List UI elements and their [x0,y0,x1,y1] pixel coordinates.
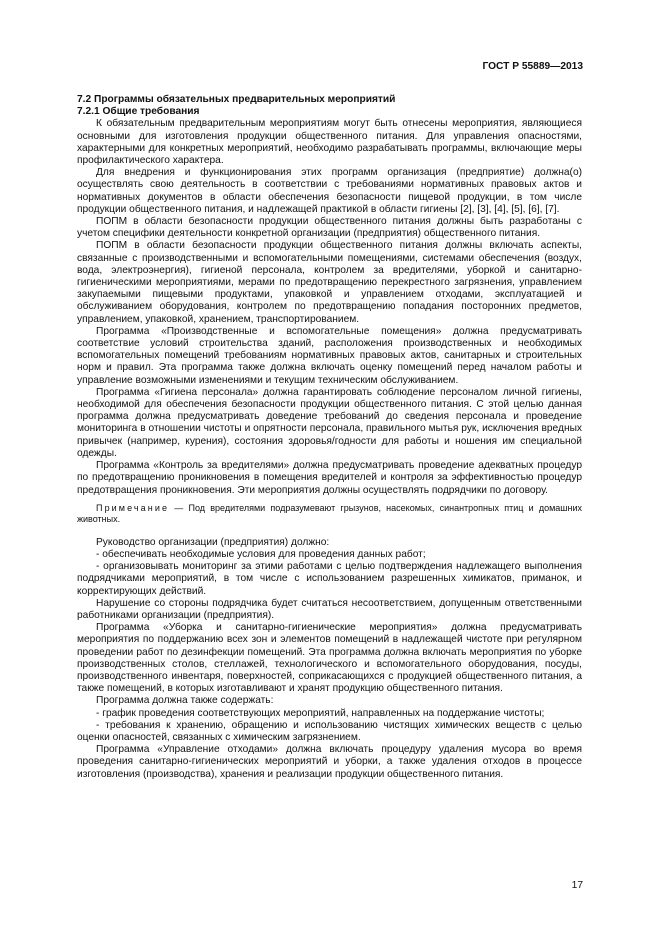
standard-header: ГОСТ Р 55889—2013 [482,61,583,72]
paragraph: Программа должна также содержать: [96,695,274,707]
paragraph: Программа «Контроль за вредителями» должна предусматривать проведение адекватных процедур по предотвращению проникновения в помещения вредителей и контроля за эффективностью процедур предотвращения проникновения. Эти мероприятия должны осуществлять подрядчики по договору. [77,460,582,496]
list-item: - обеспечивать необходимые условия для проведения данных работ; [96,548,426,560]
paragraph: Программа «Производственные и вспомогательные помещения» должна предусматривать соответствие условий строительства зданий, расположения производственных и необходимых вспомогательных помещений требованиям нормативных правовых актов, санитарных и строительных норм и правил. Эта программа также должна включать оценку помещений перед началом работы и управление возможными изменениями и текущим техническим обслуживанием. [77,325,582,386]
section-heading: 7.2 Программы обязательных предварительных мероприятий [77,94,396,105]
note-label: Примечание [96,502,170,513]
paragraph: Программа «Уборка и санитарно-гигиенические мероприятия» должна предусматривать мероприятия по поддержанию всех зон и элементов помещений в надлежащей чистоте при регулярном проведении работ по дезинфекции помещений. Эта программа должна включать мероприятия по уборке производственных столов, стеллажей, технологического и вспомогательного оборудования, посуды, производственного инвентаря, поверхностей, соприкасающихся с продукцией общественного питания, а также помещений, в которых изготавливают и хранят продукцию общественного питания. [77,622,582,695]
document-body [77,94,582,781]
paragraph: ПОПМ в области безопасности продукции общественного питания должны включать аспекты, связанные с производственными и вспомогательными помещениями, системами обеспечения (воздух, вода, электроэнергия), гигиеной персонала, контролем за вредителями, уборкой и санитарно-гигиеническими мероприятиями, мерами по предотвращению перекрестного загрязнения, управлением закупаемыми пищевыми продуктами, упаковкой и управлением отходами, эксплуатацией и обслуживанием оборудования, контролем по предотвращению попадания посторонних предметов, управлением, упаковкой, хранением, транспортированием. [77,240,582,325]
subsection-heading: 7.2.1 Общие требования [77,106,200,118]
paragraph: Программа «Управление отходами» должна включать процедуру удаления мусора во время проведения санитарно-гигиенических мероприятий и уборки, а также удаления отходов в процессе изготовления (производства), хранения и реализации продукции общественного питания. [77,744,582,780]
paragraph: Программа «Гигиена персонала» должна гарантировать соблюдение персоналом личной гигиены, необходимой для обеспечения безопасности продукции общественного питания. С этой целью данная программа должна предусматривать доведение требований до сведения персонала и проведение мониторинга в отношении чистоты и опрятности персонала, правильного мытья рук, исключения вредных привычек (например, курения), состояния здоровья/годности для работы и ношения им специальной одежды. [77,386,582,459]
paragraph: ПОПМ в области безопасности продукции общественного питания должны быть разработаны с учетом специфики деятельности конкретной организации (предприятия) общественного питания. [77,216,582,240]
paragraph: Руководство организации (предприятия) должно: [96,536,330,548]
list-item: - организовывать мониторинг за этими работами с целью подтверждения надлежащего выполнения подрядчиками мероприятий, в том числе с использованием разрешенных химикатов, приманок, и корректирующих действий. [77,561,582,597]
note [77,503,582,525]
paragraph: Для внедрения и функционирования этих программ организация (предприятие) должна(о) осуществлять свою деятельность в соответствии с требованиями нормативных правовых актов и нормативных документов в области обеспечения безопасности пищевой продукции, в том числе продукции общественного питания, и надлежащей практикой в области гигиены [2], [3], [4], [5], [6], [7]. [77,167,582,215]
list-item: - требования к хранению, обращению и использованию чистящих химических веществ с целью оценки опасностей, связанных с химическим загрязнением. [77,719,582,743]
list-item: - график проведения соответствующих мероприятий, направленных на поддержание чистоты; [96,707,545,719]
note-text: — Под вредителями подразумевают грызунов, насекомых, синантропных птиц и домашних животных. [77,502,582,524]
paragraph: Нарушение со стороны подрядчика будет считаться несоответствием, допущенным ответственными работниками организации (предприятия). [77,597,582,621]
page-number: 17 [571,880,583,891]
paragraph: К обязательным предварительным мероприятиям могут быть отнесены мероприятия, являющиеся основными для изготовления продукции общественного питания. Для управления опасностями, характерными для конкретных мероприятий, необходимо разрабатывать программы, включающие меры профилактического характера. [77,118,582,167]
